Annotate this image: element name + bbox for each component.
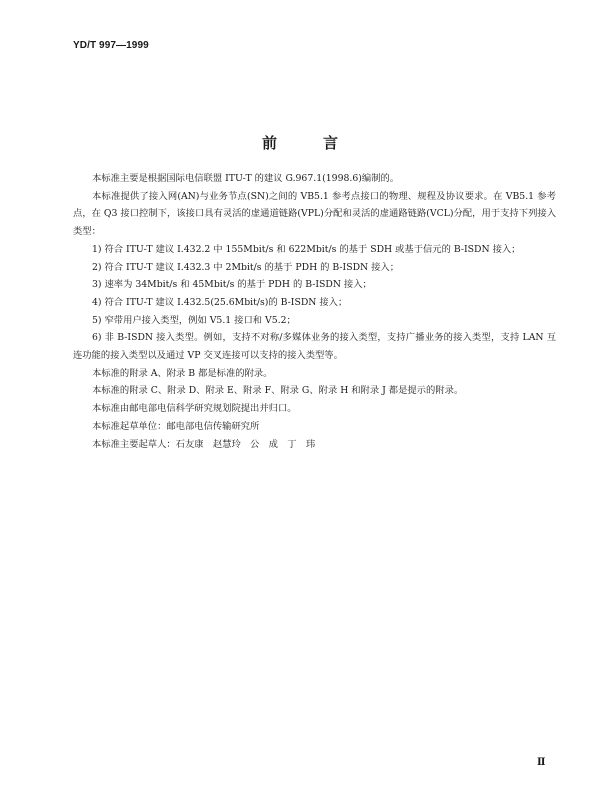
paragraph-proposer: 本标准由邮电部电信科学研究规划院提出并归口。 [92, 403, 297, 415]
list-item-3: 3) 速率为 34Mbit/s 和 45Mbit/s 的基于 PDH 的 B-ISDN 接入； [92, 279, 372, 291]
paragraph-scope: 本标准提供了接入网(AN)与业务节点(SN)之间的 VB5.1 参考点接口的物理、规程及协议要求。在 VB5.1 参考点，在 Q3 接口控制下，该接口具有灵活的虚通道链路(VPL)分配和灵活的虚通路链路(VCL)分配，用于支持下列接入类型： [73, 190, 556, 238]
paragraph-drafting-unit: 本标准起草单位：邮电部电信传输研究所 [92, 420, 260, 432]
paragraph-intro-source: 本标准主要是根据国际电信联盟 ITU-T 的建议 G.967.1(1998.6)编制的。 [92, 173, 400, 184]
paragraph-normative-appendices: 本标准的附录 A、附录 B 都是标准的附录。 [92, 367, 273, 379]
list-item-6: 6) 非 B-ISDN 接入类型。例如，支持不对称/多媒体业务的接入类型，支持广播业务的接入类型，支持 LAN 互连功能的接入类型以及通过 VP 交叉连接可以支持的接入类型等。 [73, 332, 556, 362]
list-item-5: 5) 窄带用户接入类型，例如 V5.1 接口和 V5.2； [92, 314, 296, 326]
page-number: Ⅱ [537, 757, 546, 768]
page-title [0, 132, 600, 153]
title-char-1: 前 [261, 134, 277, 152]
list-item-4: 4) 符合 ITU-T 建议 I.432.5(25.6Mbit/s)的 B-ISDN 接入； [92, 296, 348, 308]
preface-body [73, 170, 556, 453]
paragraph-informative-appendices: 本标准的附录 C、附录 D、附录 E、附录 F、附录 G、附录 H 和附录 J 都是提示的附录。 [92, 385, 464, 397]
title-char-2: 言 [323, 134, 339, 152]
paragraph-drafters: 本标准主要起草人：石友康 赵慧玲 公 成 丁 玮 [92, 438, 316, 450]
list-item-2: 2) 符合 ITU-T 建议 I.432.3 中 2Mbit/s 的基于 PDH 的 B-ISDN 接入； [92, 261, 400, 273]
standard-code: YD/T 997—1999 [73, 40, 149, 51]
list-item-1: 1) 符合 ITU-T 建议 I.432.2 中 155Mbit/s 和 622Mbit/s 的基于 SDH 或基于信元的 B-ISDN 接入； [92, 243, 521, 255]
